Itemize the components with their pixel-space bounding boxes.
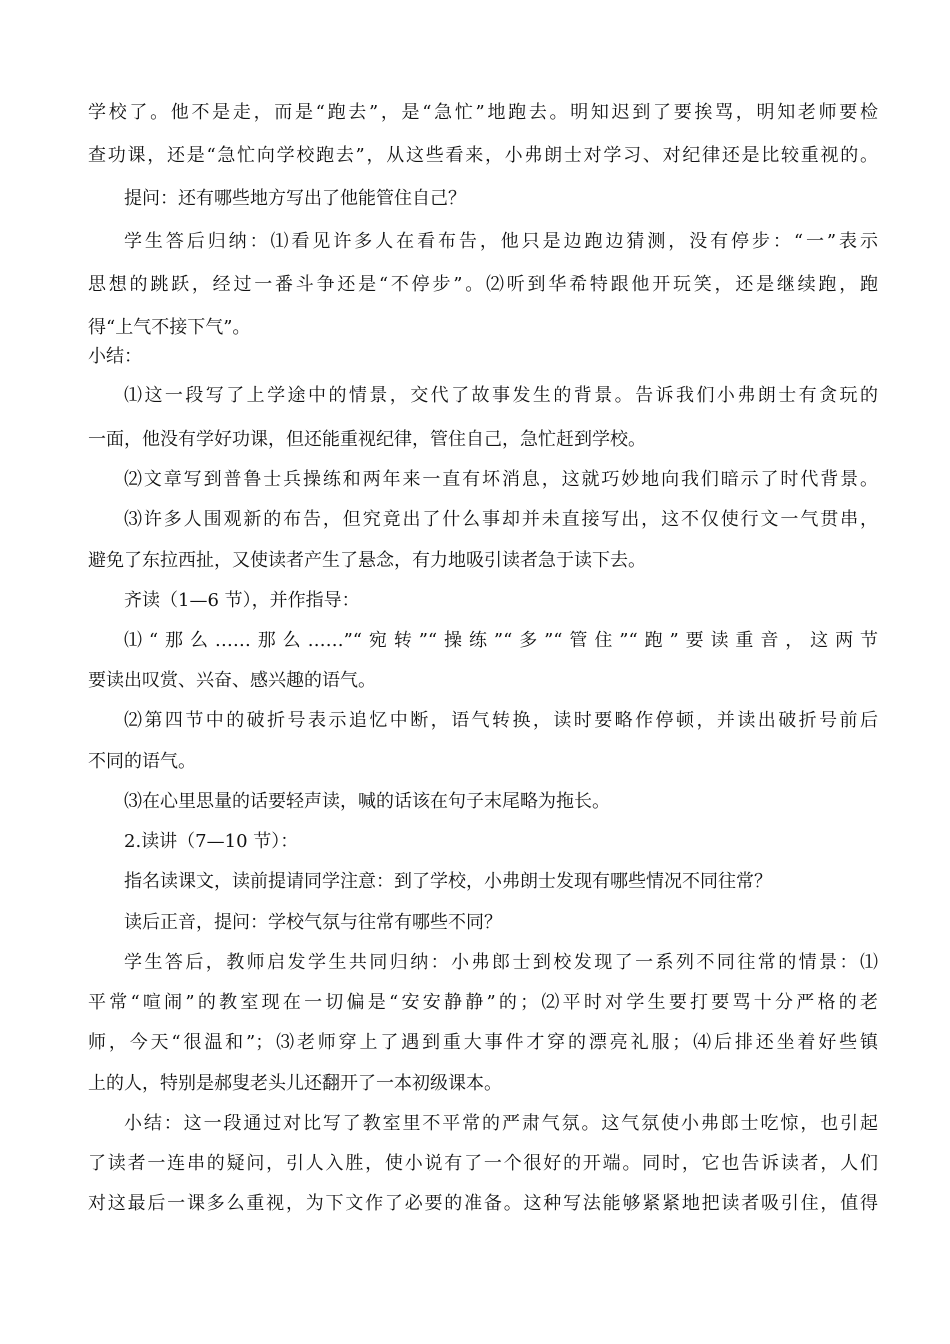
text-line: 避免了东拉西扯，又使读者产生了悬念，有力地吸引读者急于读下去。 xyxy=(88,550,646,571)
text-line: 学生答后，教师启发学生共同归纳：小弗郎士到校发现了一系列不同往常的情景：⑴ xyxy=(124,952,878,973)
text-line: ⑴“那么……那么……”“宛转”“操练”“多”“管住”“跑”要读重音，这两节 xyxy=(124,630,878,651)
text-line: 平常“喧闹”的教室现在一切偏是“安安静静”的；⑵平时对学生要打要骂十分严格的老 xyxy=(88,992,878,1013)
text-line: 对这最后一课多么重视，为下文作了必要的准备。这种写法能够紧紧地把读者吸引住，值得 xyxy=(88,1193,878,1214)
text-line: 读后正音，提问：学校气氛与往常有哪些不同？ xyxy=(124,912,502,933)
text-line: 学校了。他不是走，而是“跑去”，是“急忙”地跑去。明知迟到了要挨骂，明知老师要检 xyxy=(88,102,878,123)
text-line: 上的人，特别是郝叟老头儿还翻开了一本初级课本。 xyxy=(88,1073,502,1094)
text-line: 思想的跳跃，经过一番斗争还是“不停步”。⑵听到华希特跟他开玩笑，还是继续跑，跑 xyxy=(88,274,878,295)
text-line: 一面，他没有学好功课，但还能重视纪律，管住自己，急忙赶到学校。 xyxy=(88,429,646,450)
text-line: 查功课，还是“急忙向学校跑去”，从这些看来，小弗朗士对学习、对纪律还是比较重视的。 xyxy=(88,145,878,166)
text-line: 学生答后归纳：⑴看见许多人在看布告，他只是边跑边猜测，没有停步：“一”表示 xyxy=(124,231,878,252)
text-line: 了读者一连串的疑问，引人入胜，使小说有了一个很好的开端。同时，它也告诉读者，人们 xyxy=(88,1153,878,1174)
section-heading: 2.读讲（7—10 节）： xyxy=(124,831,299,852)
text-line: 齐读（1—6 节），并作指导： xyxy=(124,590,360,611)
text-line: 指名读课文，读前提请同学注意：到了学校，小弗朗士发现有哪些情况不同往常？ xyxy=(124,871,772,892)
text-line: 不同的语气。 xyxy=(88,751,196,772)
text-line: 得“上气不接下气”。 xyxy=(88,317,251,338)
text-line: ⑶在心里思量的话要轻声读，喊的话该在句子末尾略为拖长。 xyxy=(124,791,610,812)
section-label: 小结： xyxy=(88,346,142,367)
text-line: 师，今天“很温和”；⑶老师穿上了遇到重大事件才穿的漂亮礼服；⑷后排还坐着好些镇 xyxy=(88,1032,878,1053)
text-line: ⑵文章写到普鲁士兵操练和两年来一直有坏消息，这就巧妙地向我们暗示了时代背景。 xyxy=(124,469,878,490)
text-line: 要读出叹赏、兴奋、感兴趣的语气。 xyxy=(88,670,376,691)
text-line: 提问：还有哪些地方写出了他能管住自己？ xyxy=(124,188,466,209)
text-line: ⑵第四节中的破折号表示追忆中断，语气转换，读时要略作停顿，并读出破折号前后 xyxy=(124,710,878,731)
text-line: ⑴这一段写了上学途中的情景，交代了故事发生的背景。告诉我们小弗朗士有贪玩的 xyxy=(124,385,878,406)
text-line: ⑶许多人围观新的布告，但究竟出了什么事却并未直接写出，这不仅使行文一气贯串， xyxy=(124,509,878,530)
text-line: 小结：这一段通过对比写了教室里不平常的严肃气氛。这气氛使小弗郎士吃惊，也引起 xyxy=(124,1113,878,1134)
